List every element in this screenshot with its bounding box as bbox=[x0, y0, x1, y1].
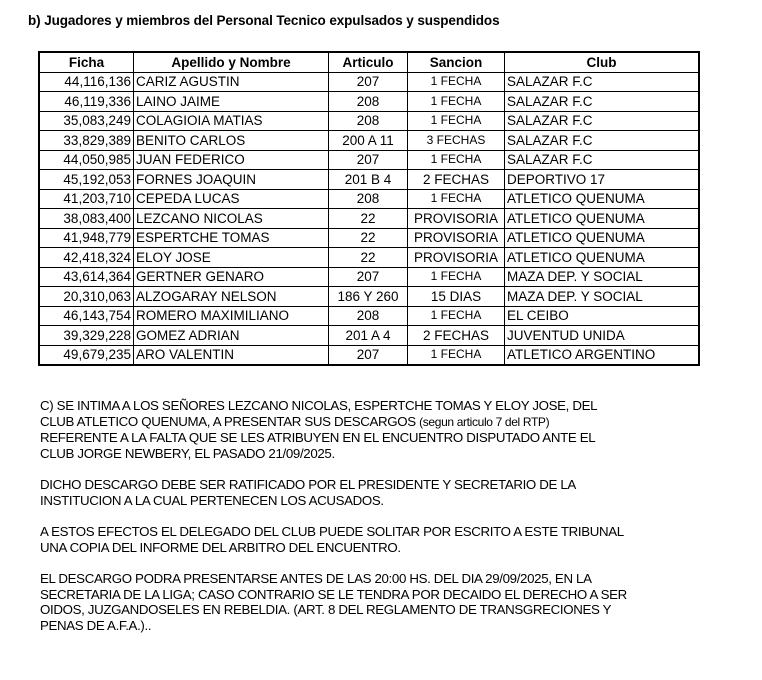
cell-sancion: PROVISORIA bbox=[408, 209, 505, 229]
cell-sancion: 1 FECHA bbox=[408, 267, 505, 287]
cell-articulo: 207 bbox=[329, 72, 408, 92]
cell-articulo: 208 bbox=[329, 189, 408, 209]
table-body bbox=[39, 72, 699, 365]
cell-club: SALAZAR F.C bbox=[505, 92, 700, 112]
cell-articulo: 200 A 11 bbox=[329, 131, 408, 151]
cell-ficha: 44,050,985 bbox=[39, 150, 134, 170]
cell-articulo: 186 Y 260 bbox=[329, 287, 408, 307]
cell-club: ATLETICO QUENUMA bbox=[505, 209, 700, 229]
cell-articulo: 22 bbox=[329, 248, 408, 268]
cell-sancion: 1 FECHA bbox=[408, 72, 505, 92]
table-row bbox=[39, 287, 699, 307]
table-row bbox=[39, 111, 699, 131]
cell-sancion: 1 FECHA bbox=[408, 92, 505, 112]
cell-sancion: 1 FECHA bbox=[408, 345, 505, 365]
paragraph-intimacion bbox=[40, 398, 750, 461]
cell-nombre: ROMERO MAXIMILIANO bbox=[134, 306, 329, 326]
cell-club: ATLETICO QUENUMA bbox=[505, 228, 700, 248]
cell-nombre: FORNES JOAQUIN bbox=[134, 170, 329, 190]
cell-articulo: 22 bbox=[329, 228, 408, 248]
cell-articulo: 208 bbox=[329, 92, 408, 112]
section-title: b) Jugadores y miembros del Personal Tecnico expulsados y suspendidos bbox=[28, 13, 500, 28]
cell-sancion: 2 FECHAS bbox=[408, 170, 505, 190]
sanctions-table bbox=[38, 51, 700, 366]
cell-ficha: 38,083,400 bbox=[39, 209, 134, 229]
table-row bbox=[39, 267, 699, 287]
cell-sancion: 1 FECHA bbox=[408, 150, 505, 170]
table-header-row bbox=[39, 52, 699, 72]
table-row bbox=[39, 189, 699, 209]
cell-nombre: BENITO CARLOS bbox=[134, 131, 329, 151]
cell-ficha: 44,116,136 bbox=[39, 72, 134, 92]
cell-club: SALAZAR F.C bbox=[505, 111, 700, 131]
table-row bbox=[39, 150, 699, 170]
cell-articulo: 22 bbox=[329, 209, 408, 229]
cell-ficha: 45,192,053 bbox=[39, 170, 134, 190]
cell-club: EL CEIBO bbox=[505, 306, 700, 326]
header-club: Club bbox=[505, 52, 700, 72]
paragraph-intimacion-part1: C) SE INTIMA A LOS SEÑORES LEZCANO NICOLAS, ESPERTCHE TOMAS Y ELOY JOSE, DEL CLUB ATLETICO QUENUMA, A PRESENTAR SUS DESCARGOS bbox=[40, 398, 598, 429]
cell-nombre: ESPERTCHE TOMAS bbox=[134, 228, 329, 248]
cell-sancion: 1 FECHA bbox=[408, 111, 505, 131]
table-row bbox=[39, 228, 699, 248]
header-ficha: Ficha bbox=[39, 52, 134, 72]
cell-nombre: ALZOGARAY NELSON bbox=[134, 287, 329, 307]
header-sancion: Sancion bbox=[408, 52, 505, 72]
cell-nombre: GERTNER GENARO bbox=[134, 267, 329, 287]
cell-sancion: 1 FECHA bbox=[408, 189, 505, 209]
cell-ficha: 39,329,228 bbox=[39, 326, 134, 346]
cell-club: ATLETICO QUENUMA bbox=[505, 189, 700, 209]
header-articulo: Articulo bbox=[329, 52, 408, 72]
cell-nombre: JUAN FEDERICO bbox=[134, 150, 329, 170]
cell-nombre: CARIZ AGUSTIN bbox=[134, 72, 329, 92]
cell-nombre: LEZCANO NICOLAS bbox=[134, 209, 329, 229]
cell-club: SALAZAR F.C bbox=[505, 72, 700, 92]
table-row bbox=[39, 306, 699, 326]
cell-club: MAZA DEP. Y SOCIAL bbox=[505, 267, 700, 287]
table-row bbox=[39, 92, 699, 112]
notice-paragraphs bbox=[40, 398, 750, 649]
cell-articulo: 207 bbox=[329, 345, 408, 365]
cell-nombre: LAINO JAIME bbox=[134, 92, 329, 112]
cell-ficha: 41,948,779 bbox=[39, 228, 134, 248]
cell-club: JUVENTUD UNIDA bbox=[505, 326, 700, 346]
cell-club: DEPORTIVO 17 bbox=[505, 170, 700, 190]
cell-ficha: 33,829,389 bbox=[39, 131, 134, 151]
cell-club: SALAZAR F.C bbox=[505, 131, 700, 151]
table-row bbox=[39, 131, 699, 151]
cell-club: ATLETICO QUENUMA bbox=[505, 248, 700, 268]
cell-ficha: 49,679,235 bbox=[39, 345, 134, 365]
table-row bbox=[39, 209, 699, 229]
cell-sancion: PROVISORIA bbox=[408, 228, 505, 248]
table-row bbox=[39, 248, 699, 268]
cell-ficha: 35,083,249 bbox=[39, 111, 134, 131]
cell-articulo: 201 B 4 bbox=[329, 170, 408, 190]
paragraph-ratificacion: DICHO DESCARGO DEBE SER RATIFICADO POR EL PRESIDENTE Y SECRETARIO DE LA INSTITUCION A LA CUAL PERTENECEN LOS ACUSADOS. bbox=[40, 477, 576, 508]
paragraph-copia-informe: A ESTOS EFECTOS EL DELEGADO DEL CLUB PUEDE SOLITAR POR ESCRITO A ESTE TRIBUNAL UNA COPIA DEL INFORME DEL ARBITRO DEL ENCUENTRO. bbox=[40, 524, 624, 555]
cell-sancion: 2 FECHAS bbox=[408, 326, 505, 346]
cell-sancion: 3 FECHAS bbox=[408, 131, 505, 151]
table-row bbox=[39, 72, 699, 92]
cell-ficha: 41,203,710 bbox=[39, 189, 134, 209]
cell-nombre: CEPEDA LUCAS bbox=[134, 189, 329, 209]
header-nombre: Apellido y Nombre bbox=[134, 52, 329, 72]
cell-club: SALAZAR F.C bbox=[505, 150, 700, 170]
table-row bbox=[39, 345, 699, 365]
cell-articulo: 207 bbox=[329, 150, 408, 170]
table-row bbox=[39, 170, 699, 190]
cell-ficha: 43,614,364 bbox=[39, 267, 134, 287]
cell-nombre: COLAGIOIA MATIAS bbox=[134, 111, 329, 131]
cell-articulo: 207 bbox=[329, 267, 408, 287]
paragraph-intimacion-reference: (segun articulo 7 del RTP) bbox=[419, 414, 550, 429]
cell-nombre: GOMEZ ADRIAN bbox=[134, 326, 329, 346]
cell-club: MAZA DEP. Y SOCIAL bbox=[505, 287, 700, 307]
cell-ficha: 46,119,336 bbox=[39, 92, 134, 112]
cell-sancion: 1 FECHA bbox=[408, 306, 505, 326]
cell-articulo: 208 bbox=[329, 111, 408, 131]
cell-sancion: PROVISORIA bbox=[408, 248, 505, 268]
cell-articulo: 201 A 4 bbox=[329, 326, 408, 346]
cell-ficha: 20,310,063 bbox=[39, 287, 134, 307]
cell-club: ATLETICO ARGENTINO bbox=[505, 345, 700, 365]
cell-nombre: ARO VALENTIN bbox=[134, 345, 329, 365]
cell-sancion: 15 DIAS bbox=[408, 287, 505, 307]
table-row bbox=[39, 326, 699, 346]
cell-ficha: 42,418,324 bbox=[39, 248, 134, 268]
cell-nombre: ELOY JOSE bbox=[134, 248, 329, 268]
cell-articulo: 208 bbox=[329, 306, 408, 326]
cell-ficha: 46,143,754 bbox=[39, 306, 134, 326]
paragraph-intimacion-part2: REFERENTE A LA FALTA QUE SE LES ATRIBUYEN EN EL ENCUENTRO DISPUTADO ANTE EL CLUB JORGE NEWBERY, EL PASADO 21/09/2025. bbox=[40, 430, 596, 461]
paragraph-plazo-descargo: EL DESCARGO PODRA PRESENTARSE ANTES DE LAS 20:00 HS. DEL DIA 29/09/2025, EN LA SECRETARIA DE LA LIGA; CASO CONTRARIO SE LE TENDRA POR DECAIDO EL DERECHO A SER OIDOS, JUZGANDOSELES EN REBELDIA. (ART. 8 DEL REGLAMENTO DE TRANSGRECIONES Y PENAS DE A.F.A.).. bbox=[40, 571, 627, 633]
